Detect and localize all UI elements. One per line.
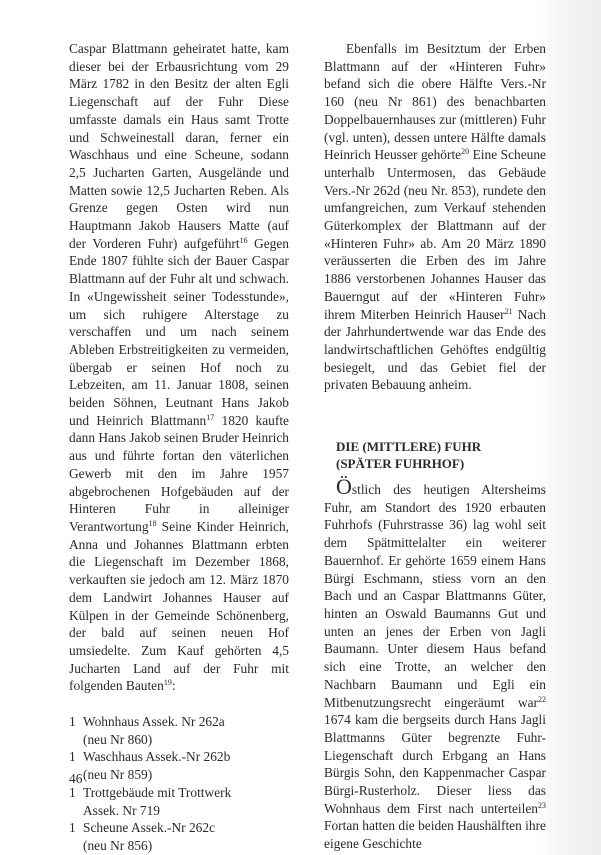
building-number: (neu Nr 859): [83, 767, 153, 783]
count: 1: [69, 714, 76, 730]
left-column: [69, 40, 289, 855]
text: 1820 kaufte dann Hans Jakob seinen Bruder Heinrich aus und führte fortan den väterlichen Gewerb mit den im Jahre 1957 abgebrochenen Hofgebäuden auf der Hinteren Fuhr in alleiniger Verantwortung: [69, 412, 290, 534]
text: Nach der Jahrhundertwende war das Ende des landwirtschaftlichen Gehöftes endgültig besiegelt, und das Gebiet fiel der privaten Bebauung anheim.: [324, 306, 546, 393]
list-item: [69, 748, 289, 783]
text: Ebenfalls im Besitztum der Erben Blattmann auf der «Hinteren Fuhr» befand sich die obere Hälfte Vers.-Nr 160 (neu Nr 861) des benachbarten Doppelbauernhauses zur (mittleren) Fuhr (vgl. unten), dessen untere Hälfte damals Heinrich Heusser gehörte: [324, 41, 546, 163]
building-name: Trottgebäude mit Trottwerk: [83, 784, 232, 800]
building-number: (neu Nr 856): [83, 837, 153, 853]
building-name: Wohnhaus Assek. Nr 262a: [83, 714, 225, 730]
heading-line-1: DIE (MITTLERE) FUHR: [336, 439, 482, 455]
list-item: [69, 819, 289, 854]
list-item: [69, 713, 289, 748]
building-name: Scheune Assek.-Nr 262c: [83, 820, 216, 836]
page-number: 46: [69, 771, 83, 786]
count: 1: [69, 749, 76, 765]
footnote-18: 18: [148, 518, 157, 528]
footnote-17: 17: [206, 412, 215, 422]
building-number: Assek. Nr 719: [83, 802, 160, 818]
text: 1674 kam die bergseits durch Hans Jagli Blattmanns Güter begrenzte Fuhr-Liegenschaft durch Erbgang an Hans Bürgis Sohn, den Kappenmacher Caspar Bürgi-Rusterholz. Dieser liess das Wohnhaus dem First nach unterteilen: [324, 712, 546, 816]
footnote-16: 16: [239, 235, 248, 245]
footnote-23: 23: [538, 800, 546, 810]
footnote-20: 20: [461, 147, 470, 157]
list-item: [69, 784, 289, 819]
building-name: Waschhaus Assek.-Nr 262b: [83, 749, 231, 765]
footnote-21: 21: [504, 306, 513, 316]
footnote-22: 22: [538, 694, 546, 704]
building-number: (neu Nr 860): [83, 731, 153, 747]
right-column: [324, 40, 546, 853]
text: :: [171, 678, 176, 694]
count: 1: [69, 820, 76, 836]
text: Fortan hatten die beiden Haushälften ihre eigene Geschichte: [324, 818, 546, 852]
text: Eine Scheune unterhalb Untermosen, das Gebäude Vers.-Nr 262d (neu Nr. 853), rundete den umfangreichen, zum Verkauf stehenden Güterkomplex der Blattmann auf der «Hinteren Fuhr» ab. Am 20 März 1890 veräusserten die Erben des im Jahre 1886 verstorbenen Johannes Hauser das Bauerngut auf der «Hinteren Fuhr» ihrem Miterben Heinrich Hauser: [324, 147, 546, 322]
count: 1: [69, 784, 76, 800]
footnote-19: 19: [163, 678, 172, 688]
text: stlich des heutigen Altersheims Fuhr, am Standort des 1920 erbauten Fuhrhofs (Fuhrstrasse 36) lag wohl seit dem Spätmittelalter ein weiterer Bauernhof. Er gehörte 1659 einem Hans Bürgi Eschmann, stiess vorn an den Bach und an Caspar Blattmanns Güter, hinten an Oswald Baumanns Gut und unten an jenes der Erben von Jagli Baumann. Unter diesem Haus befand sich eine Trotte, an welcher den Nachbarn Baumann und Egli ein Mitbenutzungsrecht eingeräumt war: [324, 482, 546, 710]
drop-cap: Ö: [336, 474, 352, 500]
heading-line-2: (SPÄTER FUHRHOF): [336, 456, 465, 472]
text: Seine Kinder Heinrich, Anna und Johannes Blattmann erbten die Liegenschaft im Dezember 1868, verkauften sie jedoch am 12. März 1870 dem Landwirt Johannes Hauser auf Külpen in der Gemeinde Schönenberg, der bald auf seinen neuen Hof umsiedelte. Zum Kauf gehörten 4,5 Jucharten Land auf der Fuhr mit folgenden Bauten: [69, 518, 289, 694]
buildings-list: [69, 713, 289, 855]
text: Caspar Blattmann geheiratet hatte, kam dieser bei der Erbausrichtung vom 29 März 1782 in den Besitz der alten Egli Liegenschaft auf der Fuhr Diese umfasste damals ein Haus samt Trotte und Schweinestall daran, ferner ein Waschhaus und eine Scheune, sodann 2,5 Jucharten Garten, Ausgelände und Matten sowie 12,5 Jucharten Reben. Als Grenze gegen Osten wird nun Hauptmann Jakob Hausers Matte (auf der Vorderen Fuhr) aufgeführt: [69, 41, 289, 251]
left-paragraph-1: [69, 40, 289, 695]
right-paragraph-2: [324, 474, 546, 853]
text: Gegen Ende 1807 fühlte sich der Bauer Caspar Blattmann auf der Fuhr alt und schwach. In «Ungewissheit seiner Todesstunde», um sich ruhigere Alterstage zu verschaffen und um nach seinem Ableben Erbstreitigkeiten zu vermeiden, übergab er seinen Hof noch zu Lebzeiten, am 11. Januar 1808, seinen beiden Söhnen, Leutnant Hans Jakob und Heinrich Blattmann: [69, 235, 289, 428]
section-heading: [336, 438, 546, 472]
right-paragraph-1: [324, 40, 546, 394]
